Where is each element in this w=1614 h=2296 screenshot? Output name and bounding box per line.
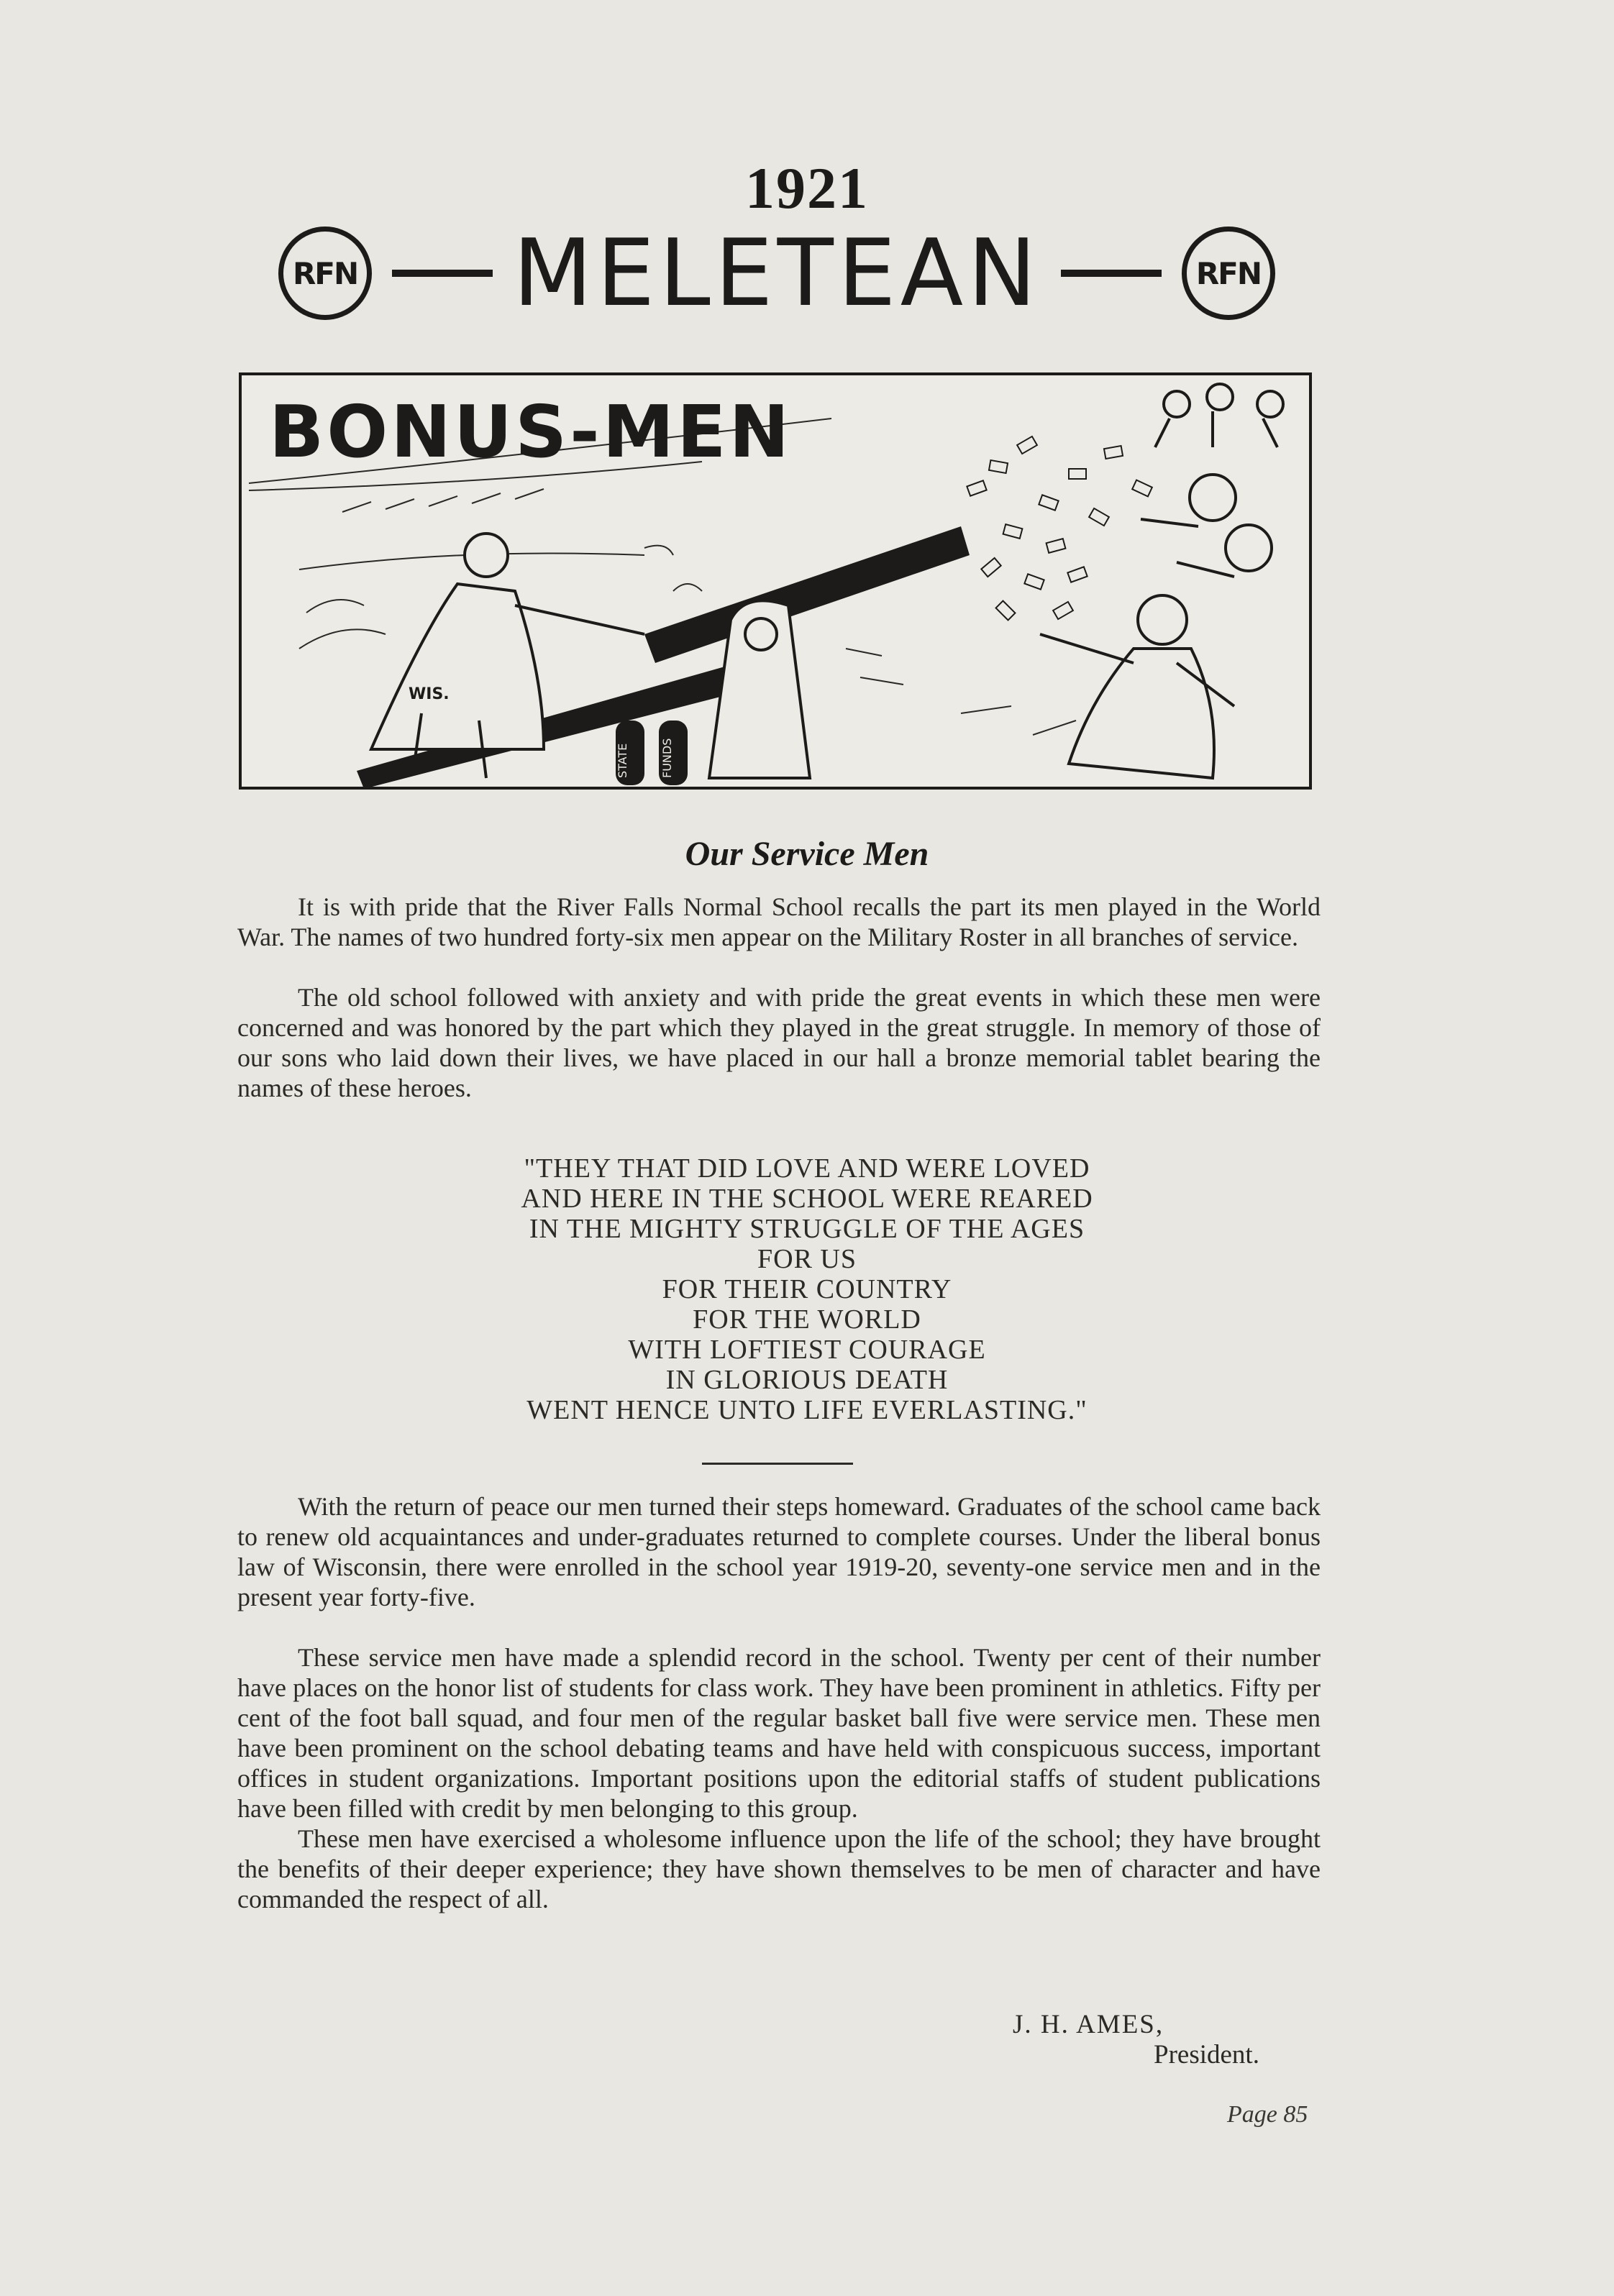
- bonus-men-cartoon: [239, 372, 1312, 790]
- inscription-line: FOR THEIR COUNTRY: [662, 1274, 952, 1304]
- masthead-dash-left: [392, 270, 493, 277]
- masthead-dash-right: [1061, 270, 1162, 277]
- signature-name: J. H. AMES,: [1013, 2010, 1164, 2039]
- monogram-right: RFN: [1182, 227, 1275, 320]
- label-wis: WIS.: [409, 685, 450, 703]
- intro-paragraph-2: The old school followed with anxiety and with pride the great events in which these men were concerned and was honored by the part which they played in the great struggle. In memory of those of our sons who laid down their lives, we have placed in our hall a bronze memorial tablet bearing the names of these heroes.: [237, 983, 1321, 1102]
- label-state: STATE: [616, 743, 629, 778]
- inscription-line: WITH LOFTIEST COURAGE: [628, 1335, 986, 1365]
- masthead-title: MELETEAN: [513, 219, 1041, 327]
- inscription-line: WENT HENCE UNTO LIFE EVERLASTING.": [526, 1395, 1088, 1425]
- crowd-of-bonus-men: [1040, 384, 1283, 778]
- inscription-line: FOR THE WORLD: [693, 1304, 921, 1335]
- masthead: [273, 219, 1280, 327]
- body-paragraph-2: These service men have made a splendid record in the school. Twenty per cent of their number have places on the honor list of students for class work. They have been prominent in athletics. Fifty per cent of the foot ball squad, and four men of the regular basket ball five were service men. These men have been prominent on the school debating teams and have held with conspicuous success, important offices in student organizations. Important positions upon the editorial staffs of student publications have been filled with credit by men belonging to this group.: [237, 1643, 1321, 1823]
- inscription-line: "THEY THAT DID LOVE AND WERE LOVED: [524, 1153, 1090, 1184]
- intro-paragraph-1: It is with pride that the River Falls Normal School recalls the part its men played in the World War. The names of two hundred forty-six men appear on the Military Roster in all branches of service.: [237, 892, 1321, 951]
- signature-title: President.: [1154, 2040, 1259, 2069]
- inscription-line: IN GLORIOUS DEATH: [665, 1365, 949, 1395]
- inscription-line: AND HERE IN THE SCHOOL WERE REARED: [521, 1184, 1093, 1214]
- flying-money: [967, 436, 1152, 620]
- cartoon-title: BONUS-MEN: [269, 390, 793, 474]
- body-paragraph-3: These men have exercised a wholesome influence upon the life of the school; they have brought the benefits of their deeper experience; they have shown themselves to be men of character and have commanded the respect of all.: [237, 1824, 1321, 1913]
- memorial-inscription: [0, 1153, 1614, 1425]
- body-paragraph-1: With the return of peace our men turned their steps homeward. Graduates of the school came back to renew old acquaintances and under-graduates returned to complete courses. Under the liberal bonus law of Wisconsin, there were enrolled in the school year 1919-20, seventy-one service men and in the present year forty-five.: [237, 1492, 1321, 1611]
- article-heading: Our Service Men: [685, 835, 929, 873]
- inscription-line: IN THE MIGHTY STRUGGLE OF THE AGES: [529, 1214, 1085, 1244]
- label-funds: FUNDS: [660, 738, 674, 778]
- page-number: Page 85: [1227, 2101, 1308, 2128]
- section-divider: [702, 1463, 853, 1465]
- wisconsin-figure: [371, 534, 644, 778]
- monogram-left: RFN: [278, 227, 372, 320]
- yearbook-year: 1921: [745, 155, 869, 221]
- inscription-line: FOR US: [757, 1244, 857, 1274]
